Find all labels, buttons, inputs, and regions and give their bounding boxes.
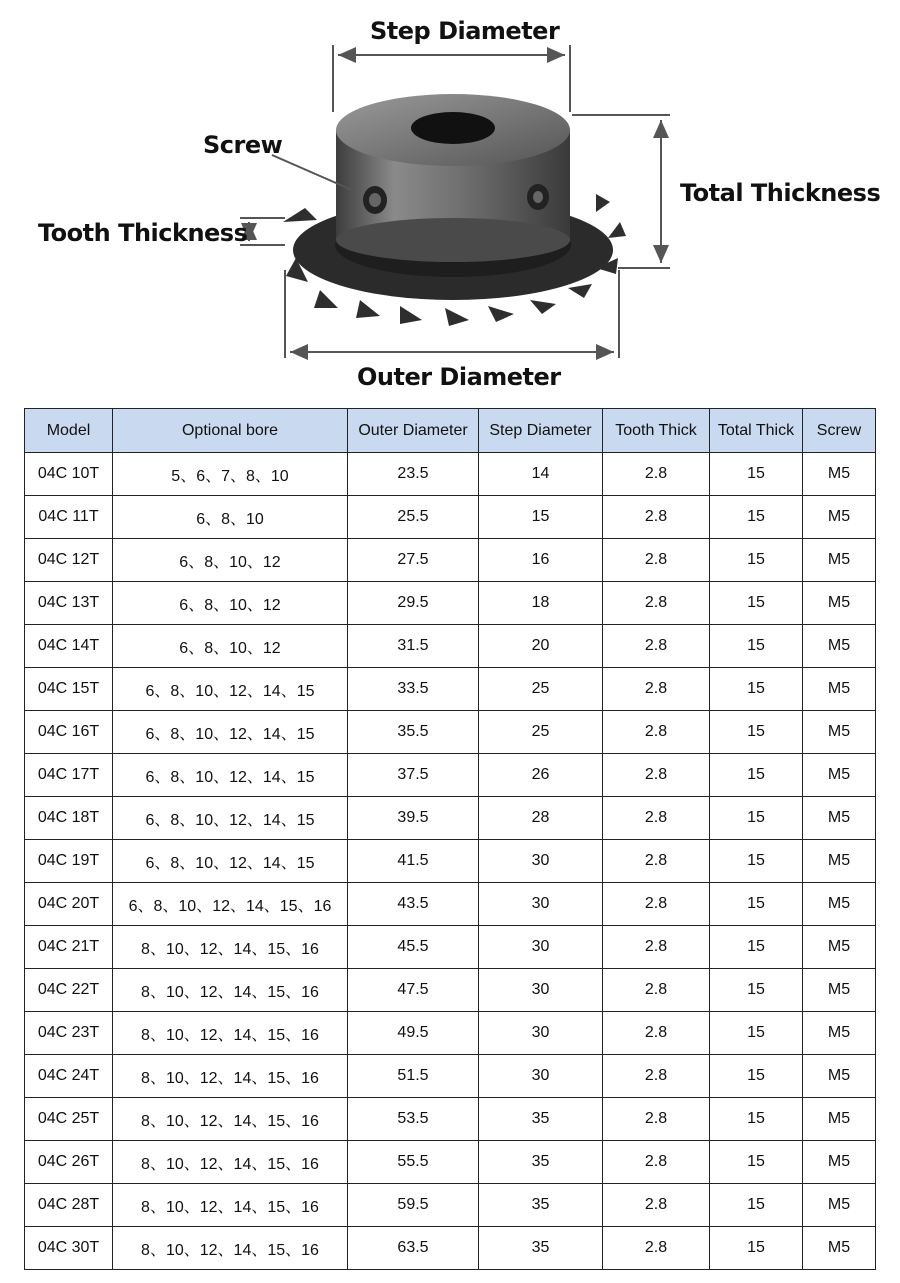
header-model: Model <box>25 409 113 453</box>
cell-tooth-thick: 2.8 <box>603 840 710 883</box>
cell-outer-diameter: 59.5 <box>348 1184 479 1227</box>
table-header-row <box>25 409 876 453</box>
cell-optional-bore: 8、10、12、14、15、16 <box>113 926 348 969</box>
label-tooth-thickness: Tooth Thickness <box>38 219 248 247</box>
cell-total-thick: 15 <box>710 969 803 1012</box>
cell-total-thick: 15 <box>710 883 803 926</box>
table-row <box>25 582 876 625</box>
cell-total-thick: 15 <box>710 1012 803 1055</box>
cell-screw: M5 <box>803 539 876 582</box>
cell-optional-bore: 8、10、12、14、15、16 <box>113 1055 348 1098</box>
cell-optional-bore: 6、8、10、12 <box>113 625 348 668</box>
header-total-thick: Total Thick <box>710 409 803 453</box>
cell-outer-diameter: 23.5 <box>348 453 479 496</box>
sprocket-hub <box>336 94 570 262</box>
cell-step-diameter: 30 <box>479 883 603 926</box>
cell-tooth-thick: 2.8 <box>603 1098 710 1141</box>
cell-outer-diameter: 47.5 <box>348 969 479 1012</box>
cell-screw: M5 <box>803 754 876 797</box>
cell-tooth-thick: 2.8 <box>603 1141 710 1184</box>
label-screw: Screw <box>203 131 283 159</box>
cell-outer-diameter: 41.5 <box>348 840 479 883</box>
cell-step-diameter: 20 <box>479 625 603 668</box>
cell-optional-bore: 6、8、10 <box>113 496 348 539</box>
cell-model: 04C 14T <box>25 625 113 668</box>
cell-screw: M5 <box>803 711 876 754</box>
cell-optional-bore: 8、10、12、14、15、16 <box>113 1098 348 1141</box>
cell-step-diameter: 30 <box>479 1012 603 1055</box>
cell-total-thick: 15 <box>710 496 803 539</box>
cell-step-diameter: 35 <box>479 1227 603 1270</box>
cell-outer-diameter: 25.5 <box>348 496 479 539</box>
header-tooth-thick: Tooth Thick <box>603 409 710 453</box>
cell-screw: M5 <box>803 582 876 625</box>
table-row <box>25 1012 876 1055</box>
cell-step-diameter: 35 <box>479 1098 603 1141</box>
table-row <box>25 539 876 582</box>
cell-step-diameter: 25 <box>479 668 603 711</box>
cell-step-diameter: 14 <box>479 453 603 496</box>
cell-screw: M5 <box>803 969 876 1012</box>
table-row <box>25 1141 876 1184</box>
cell-model: 04C 19T <box>25 840 113 883</box>
cell-screw: M5 <box>803 1141 876 1184</box>
cell-outer-diameter: 49.5 <box>348 1012 479 1055</box>
header-step-diameter: Step Diameter <box>479 409 603 453</box>
cell-model: 04C 26T <box>25 1141 113 1184</box>
cell-outer-diameter: 51.5 <box>348 1055 479 1098</box>
cell-step-diameter: 35 <box>479 1141 603 1184</box>
cell-outer-diameter: 39.5 <box>348 797 479 840</box>
cell-outer-diameter: 53.5 <box>348 1098 479 1141</box>
cell-outer-diameter: 37.5 <box>348 754 479 797</box>
cell-optional-bore: 6、8、10、12、14、15 <box>113 668 348 711</box>
label-total-thickness: Total Thickness <box>680 179 881 207</box>
cell-screw: M5 <box>803 453 876 496</box>
cell-outer-diameter: 33.5 <box>348 668 479 711</box>
cell-tooth-thick: 2.8 <box>603 496 710 539</box>
table-row <box>25 754 876 797</box>
cell-outer-diameter: 43.5 <box>348 883 479 926</box>
table-row <box>25 797 876 840</box>
cell-model: 04C 13T <box>25 582 113 625</box>
cell-optional-bore: 6、8、10、12、14、15 <box>113 711 348 754</box>
header-outer-diameter: Outer Diameter <box>348 409 479 453</box>
cell-total-thick: 15 <box>710 453 803 496</box>
table-row <box>25 1184 876 1227</box>
cell-total-thick: 15 <box>710 926 803 969</box>
cell-outer-diameter: 31.5 <box>348 625 479 668</box>
cell-outer-diameter: 63.5 <box>348 1227 479 1270</box>
cell-step-diameter: 30 <box>479 969 603 1012</box>
cell-model: 04C 15T <box>25 668 113 711</box>
sprocket-diagram <box>0 0 900 400</box>
cell-screw: M5 <box>803 496 876 539</box>
cell-optional-bore: 8、10、12、14、15、16 <box>113 1012 348 1055</box>
cell-tooth-thick: 2.8 <box>603 883 710 926</box>
cell-model: 04C 16T <box>25 711 113 754</box>
cell-outer-diameter: 55.5 <box>348 1141 479 1184</box>
table-body <box>25 453 876 1270</box>
table-row <box>25 969 876 1012</box>
cell-screw: M5 <box>803 926 876 969</box>
cell-model: 04C 21T <box>25 926 113 969</box>
cell-optional-bore: 8、10、12、14、15、16 <box>113 969 348 1012</box>
cell-tooth-thick: 2.8 <box>603 711 710 754</box>
cell-model: 04C 24T <box>25 1055 113 1098</box>
cell-step-diameter: 28 <box>479 797 603 840</box>
header-screw: Screw <box>803 409 876 453</box>
cell-optional-bore: 6、8、10、12、14、15 <box>113 754 348 797</box>
cell-total-thick: 15 <box>710 582 803 625</box>
cell-total-thick: 15 <box>710 625 803 668</box>
table-row <box>25 625 876 668</box>
cell-outer-diameter: 27.5 <box>348 539 479 582</box>
cell-tooth-thick: 2.8 <box>603 625 710 668</box>
cell-step-diameter: 30 <box>479 840 603 883</box>
cell-tooth-thick: 2.8 <box>603 754 710 797</box>
cell-tooth-thick: 2.8 <box>603 539 710 582</box>
cell-tooth-thick: 2.8 <box>603 1055 710 1098</box>
cell-screw: M5 <box>803 1227 876 1270</box>
cell-outer-diameter: 45.5 <box>348 926 479 969</box>
cell-tooth-thick: 2.8 <box>603 797 710 840</box>
cell-total-thick: 15 <box>710 668 803 711</box>
cell-step-diameter: 18 <box>479 582 603 625</box>
cell-optional-bore: 6、8、10、12、14、15 <box>113 840 348 883</box>
cell-optional-bore: 6、8、10、12、14、15 <box>113 797 348 840</box>
cell-model: 04C 11T <box>25 496 113 539</box>
table-row <box>25 668 876 711</box>
table-row <box>25 496 876 539</box>
cell-total-thick: 15 <box>710 797 803 840</box>
cell-tooth-thick: 2.8 <box>603 969 710 1012</box>
cell-optional-bore: 5、6、7、8、10 <box>113 453 348 496</box>
cell-step-diameter: 16 <box>479 539 603 582</box>
cell-total-thick: 15 <box>710 754 803 797</box>
cell-total-thick: 15 <box>710 1141 803 1184</box>
cell-screw: M5 <box>803 797 876 840</box>
cell-optional-bore: 6、8、10、12 <box>113 582 348 625</box>
table-row <box>25 711 876 754</box>
cell-tooth-thick: 2.8 <box>603 926 710 969</box>
cell-model: 04C 30T <box>25 1227 113 1270</box>
label-step-diameter: Step Diameter <box>370 17 560 45</box>
table-row <box>25 453 876 496</box>
cell-tooth-thick: 2.8 <box>603 453 710 496</box>
cell-optional-bore: 6、8、10、12、14、15、16 <box>113 883 348 926</box>
cell-model: 04C 18T <box>25 797 113 840</box>
cell-step-diameter: 15 <box>479 496 603 539</box>
cell-model: 04C 25T <box>25 1098 113 1141</box>
table-row <box>25 926 876 969</box>
table-row <box>25 840 876 883</box>
cell-outer-diameter: 29.5 <box>348 582 479 625</box>
cell-total-thick: 15 <box>710 840 803 883</box>
cell-tooth-thick: 2.8 <box>603 1184 710 1227</box>
cell-screw: M5 <box>803 1184 876 1227</box>
cell-step-diameter: 25 <box>479 711 603 754</box>
cell-total-thick: 15 <box>710 1184 803 1227</box>
cell-tooth-thick: 2.8 <box>603 582 710 625</box>
cell-screw: M5 <box>803 1055 876 1098</box>
cell-screw: M5 <box>803 883 876 926</box>
label-outer-diameter: Outer Diameter <box>357 363 561 391</box>
cell-total-thick: 15 <box>710 1227 803 1270</box>
table-row <box>25 1055 876 1098</box>
cell-outer-diameter: 35.5 <box>348 711 479 754</box>
cell-screw: M5 <box>803 625 876 668</box>
cell-screw: M5 <box>803 1098 876 1141</box>
cell-model: 04C 28T <box>25 1184 113 1227</box>
cell-model: 04C 23T <box>25 1012 113 1055</box>
cell-screw: M5 <box>803 1012 876 1055</box>
table-row <box>25 1098 876 1141</box>
cell-tooth-thick: 2.8 <box>603 1012 710 1055</box>
cell-screw: M5 <box>803 668 876 711</box>
cell-model: 04C 22T <box>25 969 113 1012</box>
table-row <box>25 883 876 926</box>
cell-optional-bore: 8、10、12、14、15、16 <box>113 1141 348 1184</box>
cell-total-thick: 15 <box>710 1055 803 1098</box>
cell-step-diameter: 35 <box>479 1184 603 1227</box>
cell-model: 04C 12T <box>25 539 113 582</box>
cell-model: 04C 20T <box>25 883 113 926</box>
cell-screw: M5 <box>803 840 876 883</box>
cell-optional-bore: 8、10、12、14、15、16 <box>113 1227 348 1270</box>
cell-model: 04C 10T <box>25 453 113 496</box>
cell-step-diameter: 30 <box>479 926 603 969</box>
table-row <box>25 1227 876 1270</box>
cell-step-diameter: 30 <box>479 1055 603 1098</box>
header-optional-bore: Optional bore <box>113 409 348 453</box>
cell-model: 04C 17T <box>25 754 113 797</box>
cell-optional-bore: 6、8、10、12 <box>113 539 348 582</box>
specification-table <box>24 408 876 1270</box>
cell-tooth-thick: 2.8 <box>603 668 710 711</box>
cell-tooth-thick: 2.8 <box>603 1227 710 1270</box>
cell-total-thick: 15 <box>710 539 803 582</box>
cell-optional-bore: 8、10、12、14、15、16 <box>113 1184 348 1227</box>
cell-total-thick: 15 <box>710 1098 803 1141</box>
cell-total-thick: 15 <box>710 711 803 754</box>
cell-step-diameter: 26 <box>479 754 603 797</box>
